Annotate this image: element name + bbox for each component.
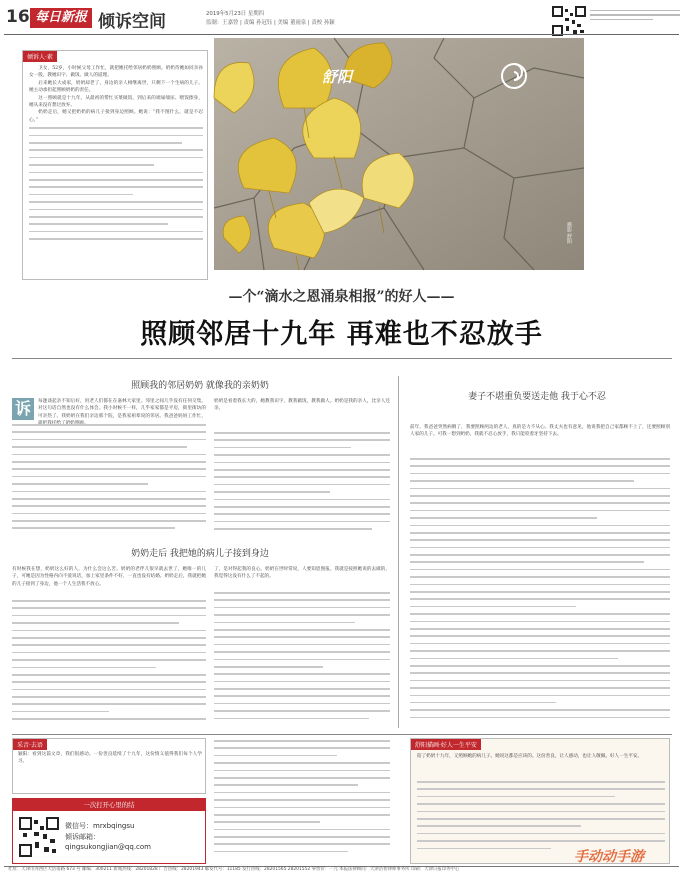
drop-cap: 诉 bbox=[12, 398, 34, 420]
reader-comment-box bbox=[12, 738, 206, 794]
editor-note-tag: 舒阳描画·好人一生平安 bbox=[411, 739, 481, 750]
story-para-2: 有时候我在想，奶奶这么好的人，为什么会这么苦。奶奶的老伴儿很早就去世了，她唯一的儿子，可她是因为性格内向不爱说话，加上家里条件不好，一直也没有结婚。奶奶走后，我就把她的儿子接到了身边，他一个人生活我不放心。 bbox=[12, 567, 206, 587]
story-para-3: 前年，我爸爸突然病倒了，我要照顾两边的老人，真的是力不从心。我丈夫也有意见，他说我把自己家都顾不上了，还要照顾别人家的儿子。可我一想到奶奶，我就不忍心放手，我只能咬着牙坚持下去。 bbox=[410, 425, 670, 438]
subhead-1: 照顾我的邻居奶奶 就像我的亲奶奶 bbox=[131, 381, 269, 391]
sidebar-body bbox=[29, 65, 203, 275]
story-col-4-lines bbox=[214, 592, 390, 728]
wechat-label: 微信号： bbox=[65, 822, 93, 830]
sidebar-paragraph: 奶奶走后，她又把奶奶的病儿子接到身边照顾。她说：“我不图什么，就是不忍心。” bbox=[29, 110, 203, 123]
ginkgo-leaves-photo bbox=[214, 38, 584, 270]
header-qr-icon bbox=[552, 6, 586, 36]
wechat-qr-icon bbox=[19, 817, 59, 857]
editor-line: 监制：王嘉曾 | 责编 孙冠钰 | 美编 董雨泉 | 责校 孙颖 bbox=[206, 20, 335, 26]
subhead-2: 奶奶走后 我把她的病儿子接到身边 bbox=[131, 549, 269, 559]
editor-note-text: 陪了奶奶十九年，又照顾她的病儿子。她说这都是应该的。这份善良，让人感动，也让人敬佩。好人一生平安。 bbox=[417, 754, 643, 759]
story-col-5-lines bbox=[410, 458, 670, 728]
story-col-1-lines bbox=[12, 424, 206, 540]
email-address[interactable]: qingsukongjian@qq.com bbox=[65, 843, 151, 851]
site-watermark: 手动动手游 bbox=[574, 849, 644, 865]
headline-kicker: —个“滴水之恩涌泉相报”的好人—— bbox=[228, 289, 455, 305]
sidebar-paragraph: 后来她长大成家，奶奶却老了，身边的亲人相继离世，只剩下一个生病的儿子。她主动承担起照顾奶奶的责任。 bbox=[29, 80, 203, 94]
hotline-box bbox=[12, 798, 206, 864]
bottom-mid-lines bbox=[214, 740, 390, 864]
wechat-id[interactable]: mrxbqingsu bbox=[93, 822, 135, 830]
page-header bbox=[6, 6, 678, 32]
sidebar-paragraph: 这一照顾就是十九年。从最初的帮忙买菜做饭，到后来的端屎端尿、喂饭擦身，她从来没有想过放弃。 bbox=[29, 95, 203, 109]
section-title: 倾诉空间 bbox=[98, 12, 166, 32]
hotline-title: 一次打开心里的结 bbox=[13, 799, 205, 811]
headline-main: 照顾邻居十九年 再难也不忍放手 bbox=[140, 319, 543, 350]
reader-comment-tag: 采音·去语 bbox=[13, 739, 47, 750]
story-para-1: 每逢谈起亲不知后好，用老人们都在在嘉林大家里。邻里之间几乎没有任何交集，对这句话自然也没有什么体会。我小时候不一样，几乎家家都是平房，街里街坊的可亲热了。我奶奶在我们亲边那个院，是我家祖辈说的邻居。我爸爸妈妈工作忙， bbox=[38, 399, 206, 419]
story-col-2-lines bbox=[214, 432, 390, 540]
footer-line: 社址：天津市河西区大沽南路 673 号 邮编：300211 新闻热线：28201828 广告热线：28201943 邮发代号：11185 发行热线：28201565 28201552 零售价：一元 本报法律顾问：天津浩智律师事务所 印刷：天津日报印务中心 bbox=[8, 867, 460, 872]
paper-logo: 每日新报 bbox=[30, 8, 92, 28]
reader-comment-text: 颖阳：看到这篇文章，我们很感动。一份善良延续了十九年，这份情义值得我们每个人学习。 bbox=[18, 752, 202, 765]
story-para-2b: 了，是对得起我的良心。奶奶在世时常说，人要知恩图报。我就是按照她说的去做的，我觉得这没有什么了不起的。 bbox=[214, 567, 390, 580]
subhead-3: 妻子不堪重负要送走他 我于心不忍 bbox=[468, 392, 606, 402]
issue-date: 2019年5月23日 星期四 bbox=[206, 11, 265, 17]
story-para-1b: 奶奶是看着我长大的，她教我识字，教我做饭，教我做人。奶奶是我的亲人，比亲人还亲。 bbox=[214, 399, 390, 412]
sidebar-paragraph: 卫女，52岁，小时候父母工作忙，就把她托给邻居奶奶照顾。奶奶待她如同亲孙女一般，教她识字、做饭、做人的道理。 bbox=[29, 66, 203, 79]
photo-watermark-text: 舒阳 bbox=[322, 68, 353, 86]
photo-credit: 摄影 舒阳 bbox=[566, 222, 572, 244]
story-col-3-lines bbox=[12, 600, 206, 728]
page-number: 16 bbox=[6, 7, 30, 27]
sidebar-tag: 倾诉人·素 bbox=[23, 51, 57, 62]
sidebar-box bbox=[22, 50, 208, 280]
email-label: 倾诉邮箱： bbox=[65, 833, 100, 841]
